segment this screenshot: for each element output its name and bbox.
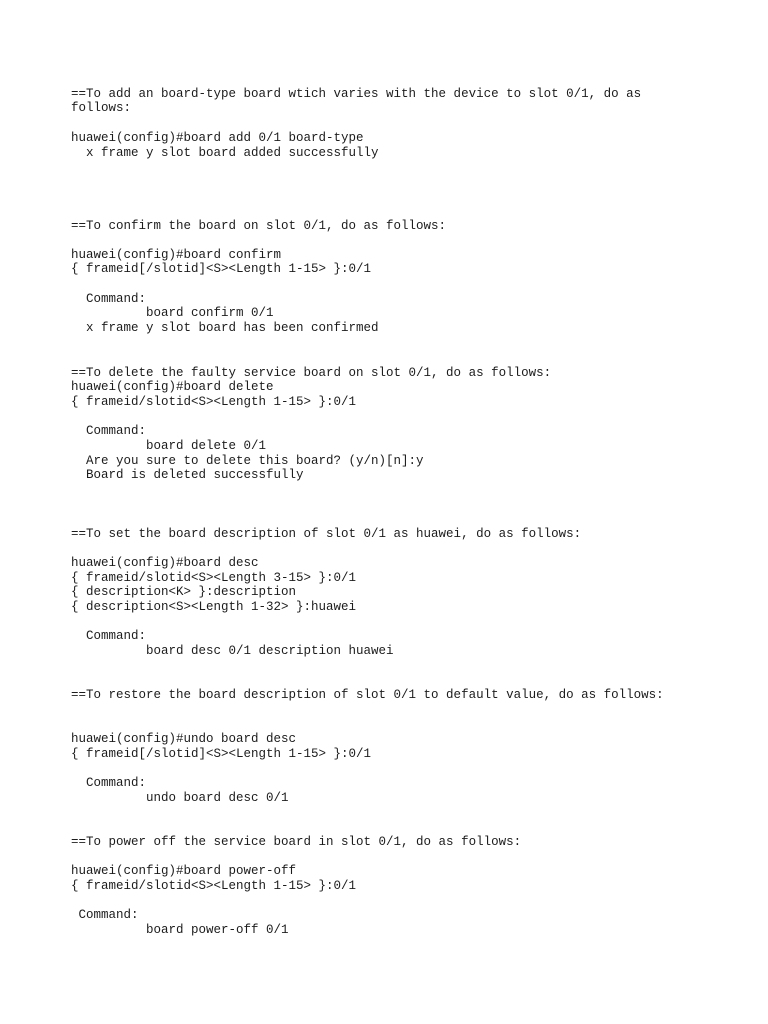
command-label: Command: [71,629,147,643]
command-line: huawei(config)#board add 0/1 board-type [71,131,364,145]
section-heading: ==To set the board description of slot 0/1 as huawei, do as follows: [71,527,582,541]
command-line: huawei(config)#undo board desc [71,732,297,746]
parameter-line: { frameid[/slotid]<S><Length 1-15> }:0/1 [71,747,372,761]
section-heading: ==To power off the service board in slot 0/1, do as follows: [71,835,522,849]
section-heading: ==To restore the board description of slot 0/1 to default value, do as follows: [71,688,664,702]
parameter-line: { frameid/slotid<S><Length 3-15> }:0/1 [71,571,357,585]
output-line: x frame y slot board has been confirmed [71,321,379,335]
command-line: huawei(config)#board power-off [71,864,297,878]
parameter-line: { frameid/slotid<S><Length 1-15> }:0/1 [71,879,357,893]
section-heading: follows: [71,101,132,115]
command-line: huawei(config)#board delete [71,380,274,394]
parameter-line: { frameid[/slotid]<S><Length 1-15> }:0/1 [71,262,372,276]
command-text: board delete 0/1 [71,439,267,453]
output-line: Board is deleted successfully [71,468,304,482]
command-label: Command: [71,292,147,306]
section-heading: ==To confirm the board on slot 0/1, do as follows: [71,219,447,233]
command-label: Command: [71,424,147,438]
parameter-line: { description<K> }:description [71,585,297,599]
parameter-line: { description<S><Length 1-32> }:huawei [71,600,357,614]
section-heading: ==To delete the faulty service board on slot 0/1, do as follows: [71,366,552,380]
command-line: huawei(config)#board confirm [71,248,282,262]
parameter-line: { frameid/slotid<S><Length 1-15> }:0/1 [71,395,357,409]
command-label: Command: [71,776,147,790]
section-heading: ==To add an board-type board wtich varies with the device to slot 0/1, do as [71,87,642,101]
command-line: huawei(config)#board desc [71,556,259,570]
command-text: board desc 0/1 description huawei [71,644,394,658]
output-line: Are you sure to delete this board? (y/n)[n]:y [71,454,424,468]
command-text: undo board desc 0/1 [71,791,289,805]
command-text: board power-off 0/1 [71,923,289,937]
output-line: x frame y slot board added successfully [71,146,379,160]
command-label: Command: [71,908,139,922]
command-text: board confirm 0/1 [71,306,274,320]
